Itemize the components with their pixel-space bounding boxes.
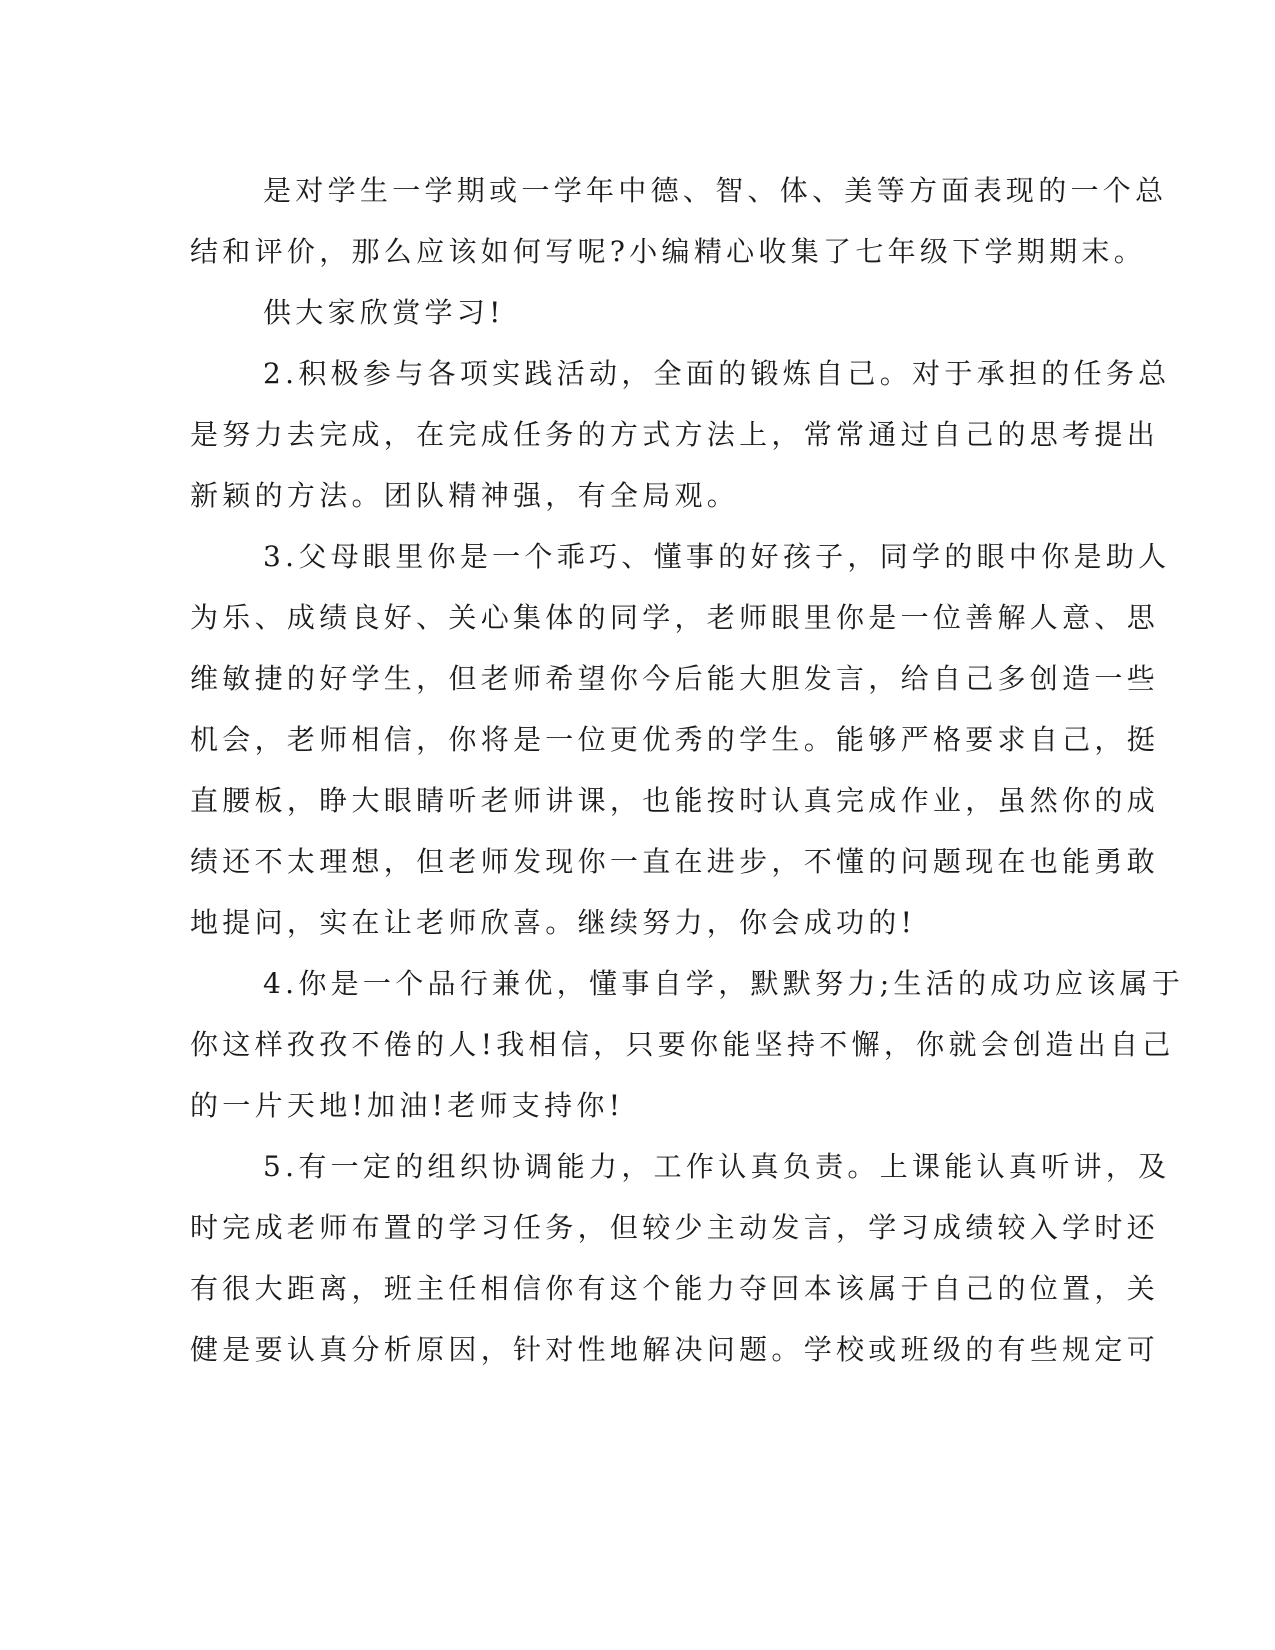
text-line: 机会，老师相信，你将是一位更优秀的学生。能够严格要求自己，挺 [190,723,1160,756]
text-line: 地提问，实在让老师欣喜。继续努力，你会成功的! [190,906,917,939]
paragraph-intro [190,160,1168,282]
paragraph-item-3 [190,526,1171,953]
text-line: 新颖的方法。团队精神强，有全局观。 [190,479,740,512]
text-line: 4.你是一个品行兼优，懂事自学，默默努力;生活的成功应该属于 [263,967,1185,1000]
text-line: 供大家欣赏学习! [263,296,505,329]
text-line: 的一片天地!加油!老师支持你! [190,1089,625,1122]
text-line: 结和评价，那么应该如何写呢?小编精心收集了七年级下学期期末。 [190,235,1147,268]
paragraph-appreciation [190,282,1070,343]
text-line: 有很大距离，班主任相信你有这个能力夺回本该属于自己的位置，关 [190,1272,1160,1305]
text-line: 绩还不太理想，但老师发现你一直在进步，不懂的问题现在也能勇敢 [190,845,1160,878]
text-line: 直腰板，睁大眼睛听老师讲课，也能按时认真完成作业，虽然你的成 [190,784,1160,817]
text-line: 时完成老师布置的学习任务，但较少主动发言，学习成绩较入学时还 [190,1211,1160,1244]
text-line: 3.父母眼里你是一个乖巧、懂事的好孩子，同学的眼中你是助人 [263,540,1171,573]
text-line: 维敏捷的好学生，但老师希望你今后能大胆发言，给自己多创造一些 [190,662,1160,695]
text-line: 为乐、成绩良好、关心集体的同学，老师眼里你是一位善解人意、思 [190,601,1160,634]
text-line: 5.有一定的组织协调能力，工作认真负责。上课能认真听讲，及 [263,1150,1171,1183]
text-line: 是对学生一学期或一学年中德、智、体、美等方面表现的一个总 [263,174,1168,207]
text-line: 你这样孜孜不倦的人!我相信，只要你能坚持不懈，你就会创造出自己 [190,1028,1175,1061]
document-body [190,160,1185,1380]
text-line: 2.积极参与各项实践活动，全面的锻炼自己。对于承担的任务总 [263,357,1171,390]
text-line: 是努力去完成，在完成任务的方式方法上，常常通过自己的思考提出 [190,418,1160,451]
paragraph-item-4 [190,953,1185,1136]
paragraph-item-2 [190,343,1171,526]
paragraph-item-5 [190,1136,1171,1380]
text-line: 健是要认真分析原因，针对性地解决问题。学校或班级的有些规定可 [190,1333,1160,1366]
